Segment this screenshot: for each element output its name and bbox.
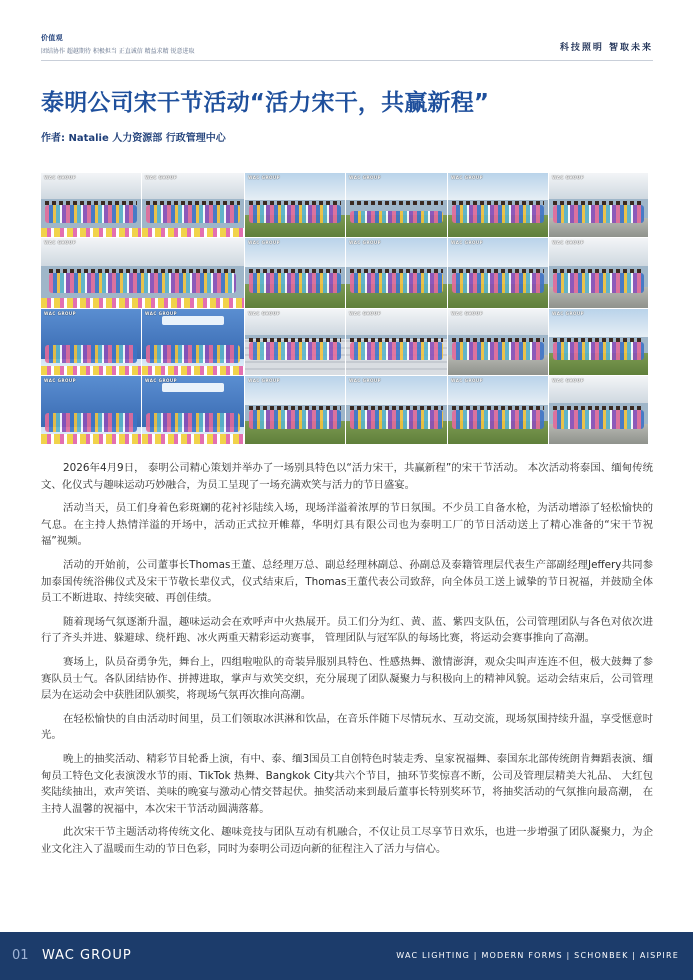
paragraph: 在轻松愉快的自由活动时间里，员工们领取冰淇淋和饮品，在音乐伴随下尽情玩水、互动交流，现场氛围持续升温，享受惬意时光。	[41, 712, 653, 742]
photo-crowd-2	[549, 238, 648, 308]
photo-watermark: WAC GROUP	[248, 378, 281, 383]
photo-watermark: WAC GROUP	[145, 175, 178, 180]
photo-watermark: WAC GROUP	[349, 175, 382, 180]
paragraph: 晚上的抽奖活动、精彩节目轮番上演，有中、泰、缅3国员工自创特色时装走秀、皇家祝福舞、泰国东北部传统朗肯舞蹈表演、缅甸员工特色文化表演泼水节的雨、TikTok 热舞、Bangkok City共六个节目，抽环节奖惊喜不断，公司及管理层精美大礼品、 大红包奖陆续抽出，欢声笑语、美味的晚宴与激动心情交替起伏。抽奖活动来到最后董事长特别奖环节，将抽奖活动的气氛推向最高潮， 在主持人温馨的祝福中，本次宋干节活动圆满落幕。	[41, 752, 653, 815]
photo-team-line-2	[346, 309, 447, 375]
photo-ceremony-2	[142, 173, 244, 237]
photo-water-play-2	[549, 309, 648, 375]
page-footer	[0, 932, 693, 980]
photo-watermark: WAC GROUP	[349, 378, 382, 383]
photo-watermark: WAC GROUP	[248, 240, 281, 245]
article-body	[41, 460, 653, 864]
photo-team-line-1	[245, 309, 345, 375]
photo-collage	[41, 173, 648, 444]
paragraph: 活动当天，员工们身着色彩斑斓的花衬衫陆续入场，现场洋溢着浓厚的节日氛围。不少员工自备水枪，为活动增添了轻松愉快的气息。在主持人热情洋溢的开场中，活动正式拉开帷幕，华明灯具有限公司也为泰明工厂的节日活动送上了精心准备的“宋干节祝福”视频。	[41, 502, 653, 548]
photo-watermark: WAC GROUP	[44, 240, 77, 245]
page-number: 01	[12, 948, 29, 963]
photo-watermark: WAC GROUP	[248, 175, 281, 180]
photo-watermark: WAC GROUP	[552, 311, 585, 316]
photo-relay-race-2	[346, 238, 447, 308]
header-divider	[41, 60, 653, 61]
photo-team-line-3	[245, 376, 345, 444]
photo-watermark: WAC GROUP	[451, 240, 484, 245]
photo-tug-of-war-1	[245, 173, 345, 237]
values-title: 价值观	[41, 34, 63, 42]
paragraph: 2026年4月9日， 泰明公司精心策划并举办了一场别具特色以“活力宋干，共赢新程”的宋干节活动。 本次活动将泰国、缅甸传统文、化仪式与趣味运动巧妙融合，为员工呈现了一场充满欢笑与活力的节日盛宴。	[41, 462, 653, 491]
photo-ceremony-1	[41, 173, 141, 237]
photo-team-line-4	[346, 376, 447, 444]
paragraph: 此次宋干节主题活动将传统文化、趣味竞技与团队互动有机融合，不仅让员工尽享节日欢乐，也进一步增强了团队凝聚力，为企业文化注入了温暖而生动的节日色彩，同时为泰明公司迈向新的征程注入了活力与信心。	[41, 826, 653, 855]
photo-water-play-3	[448, 376, 548, 444]
photo-crowd-1	[448, 238, 548, 308]
photo-watermark: WAC GROUP	[451, 378, 484, 383]
footer-brands: WAC LIGHTING | MODERN FORMS | SCHONBEK | AISPIRE	[396, 951, 679, 960]
photo-dodgeball-2	[549, 173, 648, 237]
photo-watermark: WAC GROUP	[248, 311, 281, 316]
photo-stage-dance-4	[142, 376, 244, 444]
values-line: 团结协作 超越期待 积极担当 正直诚信 精益求精 锐意进取	[41, 48, 195, 55]
photo-watermark: WAC GROUP	[145, 378, 178, 383]
photo-watermark: WAC GROUP	[451, 311, 484, 316]
photo-water-play-4	[549, 376, 648, 444]
article-title: 泰明公司宋干节活动“活力宋干，共赢新程”	[41, 90, 490, 116]
photo-watermark: WAC GROUP	[552, 240, 585, 245]
photo-watermark: WAC GROUP	[552, 175, 585, 180]
photo-watermark: WAC GROUP	[349, 240, 382, 245]
header-slogan: 科技照明 智取未来	[559, 43, 653, 53]
paragraph: 随着现场气氛逐渐升温，趣味运动会在欢呼声中火热展开。员工们分为红、黄、蓝、紫四支队伍，公司管理团队与各色对依次进行了齐头并进、躲避球、绕杆跑、冰火两重天精彩运动赛事， 管理团队与冠军队的每场比赛，将运动会赛事推向了高潮。	[41, 615, 653, 645]
photo-dodgeball-1	[448, 173, 548, 237]
photo-watermark: WAC GROUP	[44, 378, 77, 383]
photo-relay-race-1	[245, 238, 345, 308]
photo-watermark: WAC GROUP	[44, 175, 77, 180]
photo-water-play-1	[448, 309, 548, 375]
footer-logo: WAC GROUP	[42, 948, 132, 963]
photo-watermark: WAC GROUP	[552, 378, 585, 383]
photo-field-game-1	[346, 173, 447, 237]
photo-stage-dance-2	[142, 309, 244, 375]
article-author: 作者: Natalie 人力资源部 行政管理中心	[41, 133, 226, 144]
photo-watermark: WAC GROUP	[349, 311, 382, 316]
photo-stage-dance-1	[41, 309, 141, 375]
photo-watermark: WAC GROUP	[145, 311, 178, 316]
photo-watermark: WAC GROUP	[44, 311, 77, 316]
paragraph: 赛场上，队员奋勇争先，舞台上，四组啦啦队的奇装异服别具特色、性感热舞、激情澎湃，观众尖叫声连连不但，极大鼓舞了参赛队员士气。各队团结协作、拼搏进取，掌声与欢笑交织，充分展现了团队凝聚力与积极向上的精神风貌。运动会结束后，公司管理层为在运动会中获胜团队颁奖，将现场气氛再次推向高潮。	[41, 655, 653, 702]
photo-stage-dance-3	[41, 376, 141, 444]
paragraph: 活动的开始前，公司董事长Thomas王董、总经理万总、副总经理林副总、孙副总及泰籍管理层代表生产部副经理Jeffery共同参加泰国传统浴佛仪式及宋干节敬长辈仪式，仪式结束后，Thomas王董代表公司致辞，向全体员工送上诚挚的节日祝福，并鼓励全体员工不断进取、持续突破、再创佳绩。	[41, 558, 653, 605]
page-header	[41, 33, 653, 55]
photo-watermark: WAC GROUP	[451, 175, 484, 180]
photo-water-blessing	[41, 238, 244, 308]
